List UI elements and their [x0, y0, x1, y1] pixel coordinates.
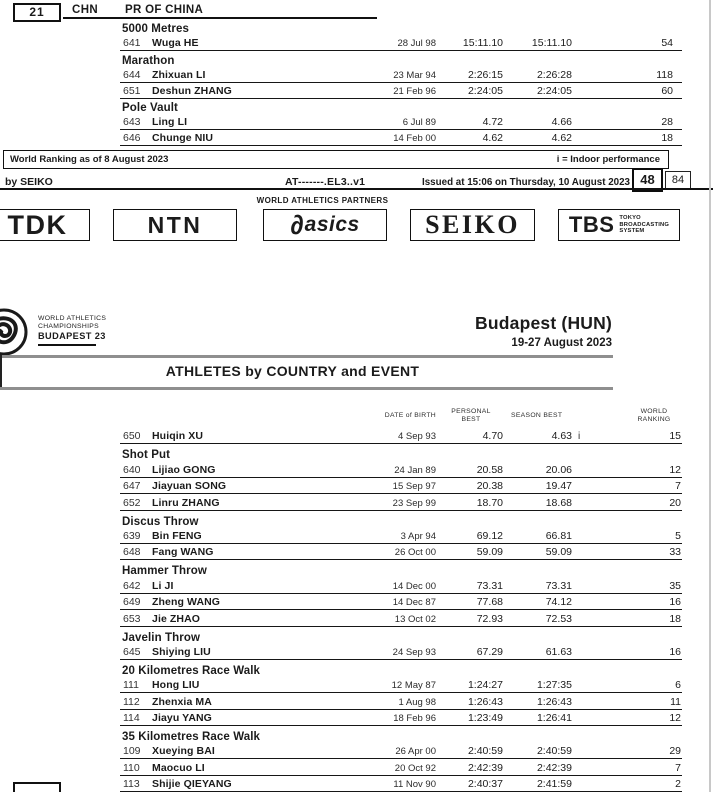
athlete-row — [120, 776, 682, 792]
athlete-row — [120, 67, 682, 83]
partners-title: WORLD ATHLETICS PARTNERS — [256, 196, 389, 205]
athlete-personal-best: 1:24:27 — [467, 679, 503, 692]
athlete-name: Ling LI — [152, 116, 188, 129]
athlete-name: Deshun ZHANG — [152, 84, 232, 97]
athlete-world-ranking: 33 — [669, 546, 681, 559]
athlete-name: Jiayu YANG — [152, 712, 212, 725]
athlete-name: Chunge NIU — [152, 132, 214, 145]
athlete-world-ranking: 12 — [669, 463, 681, 476]
athlete-season-best: 20.06 — [545, 463, 572, 476]
athlete-personal-best: 77.68 — [476, 596, 503, 609]
athlete-row — [120, 577, 682, 593]
athlete-row — [120, 677, 682, 693]
athlete-bib: 114 — [123, 712, 140, 725]
athlete-season-best: 19.47 — [545, 480, 572, 493]
wr-header-line2: RANKING — [637, 416, 671, 423]
wordmark-line2: CHAMPIONSHIPS — [38, 323, 99, 330]
athlete-personal-best: 4.62 — [482, 132, 503, 145]
athlete-personal-best: 73.31 — [476, 579, 503, 592]
seiko-logo-text: SEIKO — [425, 210, 520, 239]
athlete-personal-best: 2:24:05 — [467, 84, 503, 97]
athlete-personal-best: 2:26:15 — [467, 68, 503, 81]
world-ranking-note-box — [3, 150, 669, 169]
athlete-personal-best: 20.58 — [476, 463, 503, 476]
next-country-rank-box — [13, 782, 61, 792]
indoor-note: i = Indoor performance — [556, 154, 660, 165]
athlete-personal-best: 18.70 — [476, 496, 503, 509]
athlete-row — [120, 428, 682, 444]
athlete-name: Zheng WANG — [152, 596, 221, 609]
page-number: 48 — [632, 168, 663, 192]
athlete-date-of-birth: 28 Jul 98 — [397, 38, 436, 50]
pb-header-line1: PERSONAL — [451, 408, 491, 415]
tdk-logo — [0, 209, 90, 241]
athlete-date-of-birth: 3 Apr 94 — [400, 530, 436, 542]
wordmark-underline — [38, 344, 96, 346]
athlete-world-ranking: 7 — [675, 480, 681, 493]
tbs-sub-line3: SYSTEM — [619, 228, 645, 235]
athlete-date-of-birth: 12 May 87 — [391, 680, 436, 692]
athlete-row — [120, 610, 682, 626]
athlete-world-ranking: 12 — [669, 712, 681, 725]
athlete-bib: 650 — [123, 430, 141, 443]
pb-header-line2: BEST — [461, 416, 481, 423]
event-header: Shot Put — [122, 449, 171, 462]
athlete-name: Fang WANG — [152, 546, 214, 559]
wordmark-line3: BUDAPEST 23 — [38, 331, 106, 341]
tbs-logo-text: TBS — [568, 212, 615, 237]
athlete-world-ranking: 6 — [675, 679, 681, 692]
event-header: Javelin Throw — [122, 631, 200, 644]
athlete-world-ranking: 54 — [661, 37, 673, 50]
event-header: Pole Vault — [122, 102, 178, 115]
athlete-row — [120, 494, 682, 510]
athlete-date-of-birth: 14 Dec 87 — [392, 597, 436, 609]
athlete-season-best: 2:41:59 — [536, 778, 572, 791]
athlete-bib: 644 — [123, 68, 141, 81]
athlete-name: Shiying LIU — [152, 645, 211, 658]
page-edge-line — [709, 0, 711, 792]
athlete-row — [120, 544, 682, 560]
athlete-personal-best: 15:11.10 — [462, 37, 503, 50]
athlete-season-best: 2:26:28 — [536, 68, 572, 81]
athlete-season-best: 4.62 — [551, 132, 572, 145]
tbs-logo — [558, 209, 680, 241]
athlete-date-of-birth: 4 Sep 93 — [397, 431, 436, 443]
asics-logo-text: asics — [304, 213, 360, 236]
athlete-season-best: 2:40:59 — [536, 745, 572, 758]
athlete-personal-best: 1:23:49 — [467, 712, 503, 725]
total-pages: 84 — [665, 171, 691, 190]
header-rule-top — [0, 355, 613, 358]
athlete-row — [120, 35, 682, 51]
athlete-name: Bin FENG — [152, 529, 202, 542]
athlete-personal-best: 59.09 — [476, 546, 503, 559]
athlete-bib: 651 — [123, 84, 141, 97]
athlete-season-best: 74.12 — [545, 596, 572, 609]
column-header-date-of-birth: DATE of BIRTH — [384, 412, 436, 419]
athlete-row — [120, 743, 682, 759]
athlete-bib: 641 — [123, 37, 141, 50]
athlete-bib: 113 — [123, 778, 140, 791]
athlete-row — [120, 710, 682, 726]
athlete-bib: 647 — [123, 480, 141, 493]
athlete-name: Shijie QIEYANG — [152, 778, 232, 791]
athlete-bib: 109 — [123, 745, 141, 758]
athlete-date-of-birth: 15 Sep 97 — [392, 481, 436, 493]
event-header: Marathon — [122, 54, 175, 67]
asics-logo — [263, 209, 387, 241]
athlete-bib: 639 — [123, 529, 141, 542]
athlete-row — [120, 528, 682, 544]
issued-timestamp: Issued at 15:06 on Thursday, 10 August 2023 — [422, 177, 630, 188]
athlete-date-of-birth: 13 Oct 02 — [394, 613, 436, 625]
column-header-personal-best — [436, 408, 506, 424]
indoor-performance-flag: i — [578, 431, 581, 443]
athlete-world-ranking: 16 — [669, 596, 681, 609]
athlete-date-of-birth: 1 Aug 98 — [398, 696, 436, 708]
athlete-date-of-birth: 23 Sep 99 — [392, 497, 436, 509]
athlete-personal-best: 72.93 — [476, 612, 503, 625]
athlete-personal-best: 2:40:59 — [467, 745, 503, 758]
page1-athlete-table — [120, 20, 682, 146]
athlete-season-best: 18.68 — [545, 496, 572, 509]
athlete-world-ranking: 29 — [669, 745, 681, 758]
event-header: Discus Throw — [122, 515, 199, 528]
athlete-date-of-birth: 6 Jul 89 — [402, 117, 436, 129]
athlete-name: Linru ZHANG — [152, 496, 220, 509]
athlete-bib: 642 — [123, 579, 141, 592]
athlete-bib: 640 — [123, 463, 141, 476]
tbs-sub-line2: BROADCASTING — [619, 221, 670, 228]
athlete-name: Maocuo LI — [152, 761, 205, 774]
event-location: Budapest (HUN) — [475, 313, 612, 333]
document-code: AT-------.EL3..v1 — [285, 176, 366, 188]
tbs-sub-line1: TOKYO — [619, 215, 641, 222]
athlete-season-best: 59.09 — [545, 546, 572, 559]
athlete-row — [120, 693, 682, 709]
athlete-world-ranking: 7 — [675, 761, 681, 774]
page2-athlete-table — [120, 428, 682, 792]
athlete-bib: 645 — [123, 645, 141, 658]
athlete-name: Hong LIU — [152, 679, 200, 692]
athlete-world-ranking: 2 — [675, 778, 681, 791]
athlete-bib: 646 — [123, 132, 141, 145]
athlete-season-best: 61.63 — [545, 645, 572, 658]
header-rule-bottom — [0, 387, 613, 390]
athlete-date-of-birth: 11 Nov 90 — [393, 779, 436, 791]
page-title: ATHLETES by COUNTRY and EVENT — [165, 363, 420, 379]
country-header-rule — [63, 17, 377, 19]
athlete-season-best: 2:42:39 — [536, 761, 572, 774]
athlete-bib: 652 — [123, 496, 141, 509]
column-header-world-ranking — [623, 408, 685, 424]
athlete-row — [120, 478, 682, 494]
athlete-world-ranking: 18 — [661, 132, 673, 145]
wr-header-line1: WORLD — [640, 408, 668, 415]
athlete-name: Lijiao GONG — [152, 463, 216, 476]
athlete-world-ranking: 60 — [661, 84, 673, 97]
athlete-season-best: 1:27:35 — [536, 679, 572, 692]
athlete-personal-best: 1:26:43 — [467, 695, 503, 708]
athlete-date-of-birth: 24 Sep 93 — [392, 646, 436, 658]
athlete-bib: 649 — [123, 596, 141, 609]
athlete-season-best: 66.81 — [545, 529, 572, 542]
ntn-logo-text: NTN — [147, 211, 203, 238]
athlete-date-of-birth: 26 Oct 00 — [394, 547, 436, 559]
athlete-bib: 110 — [123, 761, 140, 774]
athlete-date-of-birth: 21 Feb 96 — [393, 85, 436, 97]
athlete-name: Huiqin XU — [152, 430, 204, 443]
athlete-name: Wuga HE — [152, 37, 199, 50]
athlete-bib: 653 — [123, 612, 141, 625]
athlete-name: Zhenxia MA — [152, 695, 212, 708]
athlete-personal-best: 20.38 — [476, 480, 503, 493]
athlete-bib: 111 — [123, 679, 139, 692]
athlete-date-of-birth: 24 Jan 89 — [394, 464, 436, 476]
athlete-world-ranking: 11 — [670, 695, 681, 708]
athlete-name: Xueying BAI — [152, 745, 215, 758]
country-code: CHN — [72, 4, 99, 16]
athlete-name: Jie ZHAO — [152, 612, 201, 625]
athlete-row — [120, 644, 682, 660]
athlete-row — [120, 759, 682, 775]
athlete-row — [120, 114, 682, 130]
athlete-bib: 648 — [123, 546, 141, 559]
athlete-name: Li JI — [152, 579, 174, 592]
athlete-world-ranking: 5 — [675, 529, 681, 542]
athlete-row — [120, 83, 682, 99]
athlete-row — [120, 130, 682, 146]
athlete-season-best: 73.31 — [545, 579, 572, 592]
tbs-logo-subtext — [619, 215, 669, 235]
wordmark-line1: WORLD ATHLETICS — [38, 315, 107, 322]
athlete-name: Jiayuan SONG — [152, 480, 227, 493]
athlete-world-ranking: 35 — [669, 579, 681, 592]
athlete-personal-best: 4.70 — [482, 430, 503, 443]
athlete-season-best: 72.53 — [545, 612, 572, 625]
athlete-season-best: 4.66 — [551, 116, 572, 129]
athlete-world-ranking: 20 — [669, 496, 681, 509]
athlete-season-best: 15:11.10 — [531, 37, 572, 50]
athlete-row — [120, 461, 682, 477]
athlete-world-ranking: 118 — [656, 68, 673, 81]
country-rank-box: 21 — [13, 3, 61, 22]
athlete-name: Zhixuan LI — [152, 68, 206, 81]
event-header: 20 Kilometres Race Walk — [122, 664, 261, 677]
athlete-world-ranking: 15 — [669, 430, 681, 443]
athlete-row — [120, 594, 682, 610]
athlete-season-best: 1:26:41 — [536, 712, 572, 725]
athlete-personal-best: 4.72 — [482, 116, 503, 129]
column-header-season-best: SEASON BEST — [511, 412, 563, 419]
country-name: PR OF CHINA — [125, 4, 204, 16]
event-header: Hammer Throw — [122, 565, 207, 578]
page1-bottom-rule — [0, 188, 713, 190]
seiko-logo — [410, 209, 535, 241]
athlete-date-of-birth: 14 Feb 00 — [393, 133, 436, 145]
athlete-world-ranking: 16 — [669, 645, 681, 658]
athlete-bib: 643 — [123, 116, 141, 129]
athlete-personal-best: 2:42:39 — [467, 761, 503, 774]
event-dates: 19-27 August 2023 — [511, 337, 612, 349]
athlete-personal-best: 2:40:37 — [467, 778, 503, 791]
athlete-date-of-birth: 20 Oct 92 — [394, 762, 436, 774]
championships-emblem-icon — [0, 307, 29, 357]
athlete-personal-best: 67.29 — [476, 645, 503, 658]
timing-provider: by SEIKO — [5, 176, 53, 188]
ntn-logo — [113, 209, 237, 241]
athlete-date-of-birth: 14 Dec 00 — [392, 580, 436, 592]
athlete-season-best: 1:26:43 — [536, 695, 572, 708]
tdk-logo-text: TDK — [7, 209, 68, 240]
event-header: 35 Kilometres Race Walk — [122, 731, 261, 744]
athlete-date-of-birth: 23 Mar 94 — [393, 69, 436, 81]
asics-swirl-icon: ∂ — [290, 210, 304, 240]
athlete-world-ranking: 28 — [661, 116, 673, 129]
event-header: 5000 Metres — [122, 23, 189, 36]
athlete-date-of-birth: 18 Feb 96 — [393, 713, 436, 725]
athlete-season-best: 2:24:05 — [536, 84, 572, 97]
athlete-date-of-birth: 26 Apr 00 — [395, 746, 436, 758]
championships-wordmark — [38, 315, 106, 340]
athlete-season-best: 4.63 — [551, 430, 572, 443]
athlete-world-ranking: 18 — [669, 612, 681, 625]
athlete-personal-best: 69.12 — [476, 529, 503, 542]
athlete-bib: 112 — [123, 695, 140, 708]
world-ranking-note: World Ranking as of 8 August 2023 — [10, 154, 169, 165]
